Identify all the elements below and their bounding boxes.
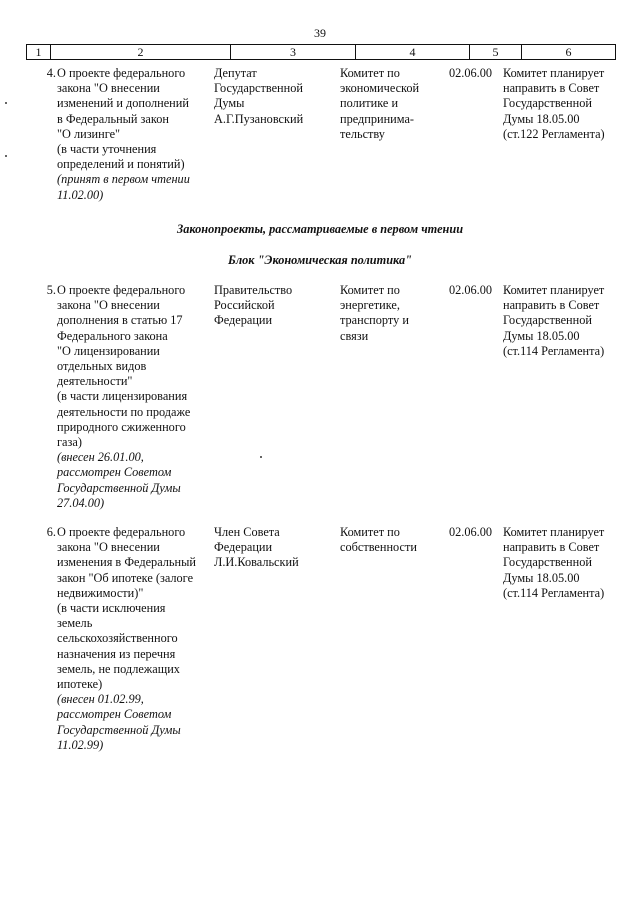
bill-title-line: О проекте федерального [57,66,186,80]
bill-title-line: закона "О внесении [57,540,160,555]
bill-author [214,283,338,329]
bill-title-line: закона "О внесении [57,298,160,313]
bill-title [57,66,232,203]
header-col-6: 6 [565,45,572,59]
bill-author-line: Правительство [214,283,293,297]
bill-status-line: (внесен 01.02.99, [57,692,144,707]
responsible-committee [340,525,448,555]
bill-status-line: Государственной Думы [57,480,181,495]
committee-line: Комитет по [340,283,400,297]
bill-author-line: Думы [214,96,245,111]
committee-line: собственности [340,540,417,555]
bill-status-line: Государственной Думы [57,722,181,737]
bill-status-line: 11.02.00) [57,187,104,202]
bill-title [57,525,232,753]
bill-author [214,525,338,571]
bill-author [214,66,338,127]
item-number [26,283,56,298]
bill-author-line: Депутат [214,66,257,80]
bill-title-line: определений и понятий) [57,157,185,172]
header-col-3: 3 [231,45,356,59]
committee-line: транспорту и [340,313,409,328]
bill-title-line: изменения в Федеральный [57,555,196,570]
bill-title-line: О проекте федерального [57,525,186,539]
header-col-2: 2 [51,45,231,59]
table-header-row [26,44,616,60]
bill-title-line: ипотеке) [57,677,103,692]
item-number [26,525,56,540]
committee-line: Комитет по [340,66,400,80]
bill-status-line: рассмотрен Советом [57,465,172,480]
item-number-text: 5. [46,283,56,297]
responsible-committee [340,283,448,344]
bill-title-line: "О лицензировании [57,343,160,358]
bill-title-line: О проекте федерального [57,283,186,297]
scan-speck [260,456,262,458]
bill-author-line: Член Совета [214,525,280,539]
committee-note [503,525,623,601]
item-number [26,66,56,81]
committee-note-line: Комитет планирует [503,525,605,539]
block-heading: Блок "Экономическая политика" [228,253,412,267]
committee-note-line: (ст.122 Регламента) [503,126,605,141]
committee-note-line: направить в Совет [503,298,600,313]
bill-title-line: земель, не подлежащих [57,661,180,676]
bill-status-line: 27.04.00) [57,495,105,510]
bill-title-line: деятельности по продаже [57,404,191,419]
bill-title-line: недвижимости)" [57,585,144,600]
bill-author-line: Государственной [214,81,303,96]
bill-title-line: назначения из перечня [57,646,176,661]
review-date: 02.06.00 [449,66,493,80]
page-number: 39 [314,26,326,40]
committee-note [503,66,623,142]
committee-note-line: направить в Совет [503,540,600,555]
committee-note-line: Думы 18.05.00 [503,328,580,343]
bill-author-line: Федерации [214,313,273,328]
committee-line: тельству [340,126,385,141]
committee-note-line: Государственной [503,96,592,111]
bill-title-line: земель [57,616,93,631]
committee-note-line: направить в Совет [503,81,600,96]
committee-note-line: Комитет планирует [503,283,605,297]
bill-status-line: 11.02.99) [57,737,104,752]
committee-line: энергетике, [340,298,400,313]
scan-speck [5,102,7,104]
bill-status-line: (внесен 26.01.00, [57,450,144,465]
bill-title-line: изменений и дополнений [57,96,189,111]
bill-title-line: (в части исключения [57,601,166,616]
bill-status-line: рассмотрен Советом [57,707,172,722]
bill-title-line: в Федеральный закон [57,111,169,126]
committee-line: экономической [340,81,420,96]
committee-note-line: Думы 18.05.00 [503,111,580,126]
scan-speck [5,155,7,157]
committee-line: предпринима- [340,111,415,126]
committee-line: связи [340,328,369,343]
responsible-committee [340,66,448,142]
bill-title-line: закон "Об ипотеке (залоге [57,570,194,585]
header-col-1: 1 [27,45,51,59]
bill-title-line: "О лизинге" [57,126,121,141]
item-number-text: 6. [46,525,56,539]
committee-note-line: (ст.114 Регламента) [503,343,605,358]
bill-title-line: сельскохозяйственного [57,631,178,646]
item-number-text: 4. [46,66,56,80]
bill-author-line: Федерации [214,540,273,555]
bill-title-line: газа) [57,435,82,450]
header-col-4: 4 [356,45,470,59]
committee-note-line: Думы 18.05.00 [503,570,580,585]
bill-title-line: (в части лицензирования [57,389,188,404]
committee-line: Комитет по [340,525,400,539]
review-date: 02.06.00 [449,525,493,539]
bill-title-line: Федерального закона [57,328,168,343]
committee-note-line: Государственной [503,555,592,570]
header-col-5: 5 [470,45,522,59]
bill-title-line: отдельных видов [57,359,147,374]
committee-note [503,283,623,359]
bill-title-line: закона "О внесении [57,81,160,96]
bill-title-line: дополнения в статью 17 [57,313,183,328]
committee-note-line: (ст.114 Регламента) [503,585,605,600]
bill-author-line: Л.И.Ковальский [214,555,299,570]
bill-title-line: (в части уточнения [57,142,157,157]
bill-author-line: Российской [214,298,275,313]
committee-note-line: Комитет планирует [503,66,605,80]
bill-author-line: А.Г.Пузановский [214,111,304,126]
bill-title-line: природного сжиженного [57,419,186,434]
review-date: 02.06.00 [449,283,493,297]
bill-title [57,283,232,511]
section-heading: Законопроекты, рассматриваемые в первом чтении [176,222,464,236]
committee-note-line: Государственной [503,313,592,328]
committee-line: политике и [340,96,399,111]
bill-status-line: (принят в первом чтении [57,172,190,187]
bill-title-line: деятельности" [57,374,133,389]
